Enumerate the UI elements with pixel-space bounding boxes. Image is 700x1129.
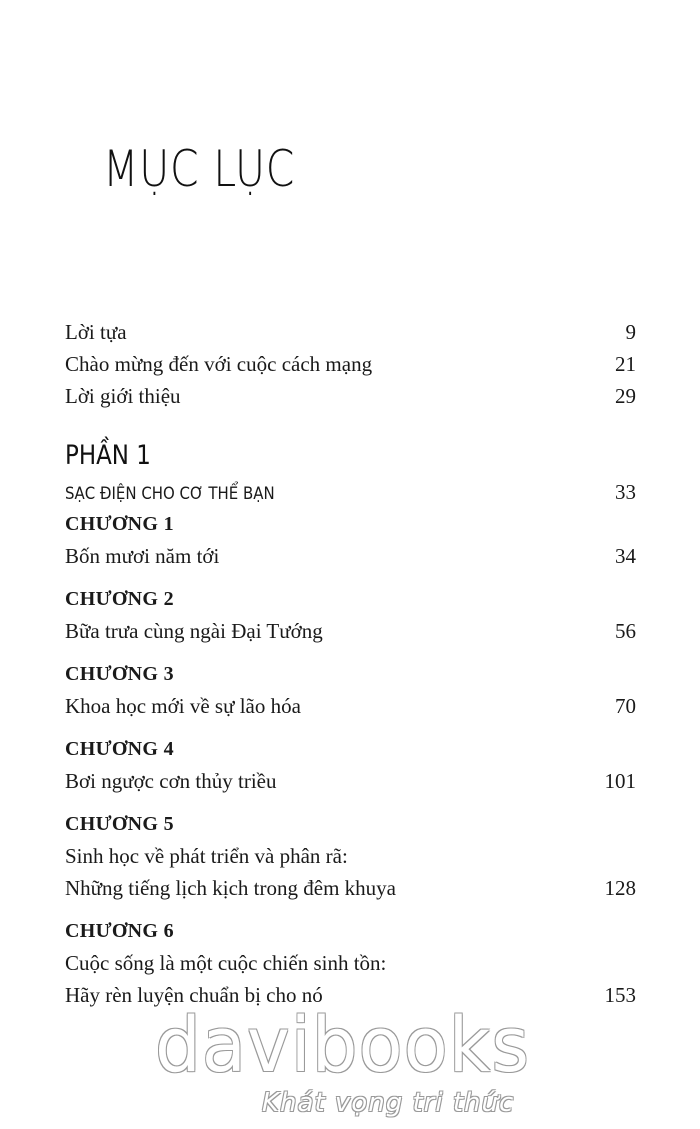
toc-entry-loi-gioi-thieu[interactable] bbox=[65, 384, 636, 408]
toc-entry-page: 34 bbox=[615, 544, 636, 568]
toc-entry-chapter-5[interactable] bbox=[65, 876, 636, 900]
toc-entry-chapter-4[interactable] bbox=[65, 769, 636, 793]
toc-entry-label: Bốn mươi năm tới bbox=[65, 544, 220, 568]
toc-entry-label: Những tiếng lịch kịch trong đêm khuya bbox=[65, 876, 396, 900]
toc-entry-label: Lời giới thiệu bbox=[65, 384, 181, 408]
part-heading: PHẦN 1 bbox=[65, 440, 151, 471]
toc-entry-page: 9 bbox=[625, 320, 636, 344]
toc-entry-chapter-2[interactable] bbox=[65, 619, 636, 643]
watermark-slogan: Khát vọng tri thức bbox=[262, 1088, 515, 1118]
toc-entry-chapter-6-line-1[interactable] bbox=[65, 951, 636, 975]
toc-entry-label: Bữa trưa cùng ngài Đại Tướng bbox=[65, 619, 323, 643]
chapter-heading-2: CHƯƠNG 2 bbox=[65, 588, 174, 610]
toc-entry-label: Sinh học về phát triển và phân rã: bbox=[65, 844, 348, 868]
chapter-heading-4: CHƯƠNG 4 bbox=[65, 738, 174, 760]
toc-entry-page: 70 bbox=[615, 694, 636, 718]
toc-entry-page: 153 bbox=[604, 983, 636, 1007]
toc-entry-label: Chào mừng đến với cuộc cách mạng bbox=[65, 352, 373, 376]
toc-entry-loi-tua[interactable] bbox=[65, 320, 636, 344]
part-subtitle: SẠC ĐIỆN CHO CƠ THỂ BẠN bbox=[65, 484, 275, 504]
toc-entry-part-1[interactable] bbox=[65, 480, 636, 505]
toc-entry-page: 56 bbox=[615, 619, 636, 643]
chapter-heading-6: CHƯƠNG 6 bbox=[65, 920, 174, 942]
toc-entry-label: Hãy rèn luyện chuẩn bị cho nó bbox=[65, 983, 323, 1007]
toc-entry-page: 33 bbox=[615, 480, 636, 504]
chapter-heading-5: CHƯƠNG 5 bbox=[65, 813, 174, 835]
toc-entry-label: Khoa học mới về sự lão hóa bbox=[65, 694, 301, 718]
toc-entry-page: 29 bbox=[615, 384, 636, 408]
toc-entry-label: Bơi ngược cơn thủy triều bbox=[65, 769, 277, 793]
chapter-heading-1: CHƯƠNG 1 bbox=[65, 513, 174, 535]
toc-entry-label: Cuộc sống là một cuộc chiến sinh tồn: bbox=[65, 951, 387, 975]
toc-entry-page: 101 bbox=[604, 769, 636, 793]
toc-entry-chapter-1[interactable] bbox=[65, 544, 636, 568]
toc-entry-label: Lời tựa bbox=[65, 320, 127, 344]
toc-entry-chao-mung[interactable] bbox=[65, 352, 636, 376]
toc-entry-chapter-5-line-1[interactable] bbox=[65, 844, 636, 868]
toc-entry-page: 128 bbox=[604, 876, 636, 900]
toc-entry-chapter-3[interactable] bbox=[65, 694, 636, 718]
page-title: MỤC LỤC bbox=[103, 140, 296, 198]
chapter-heading-3: CHƯƠNG 3 bbox=[65, 663, 174, 685]
watermark-logo: davibooks bbox=[155, 1000, 531, 1089]
toc-entry-page: 21 bbox=[615, 352, 636, 376]
